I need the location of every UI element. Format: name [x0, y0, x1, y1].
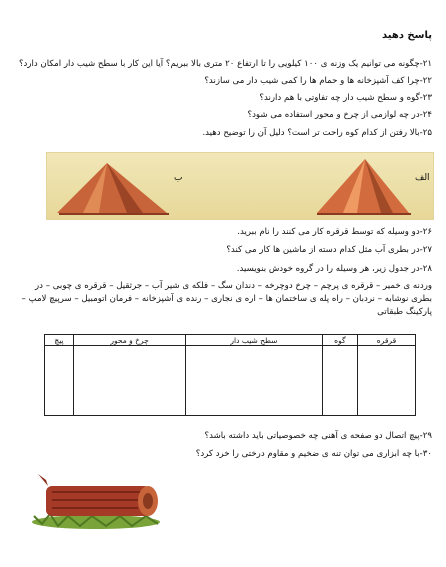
mountains-figure: [46, 152, 434, 220]
question-24: ۲۴-در چه لوازمی از چرخ و محور استفاده می شود؟: [247, 110, 432, 120]
question-27: ۲۷-در بطری آب مثل کدام دسته از ماشین ها کار می کند؟: [226, 245, 432, 255]
tree-log-image: [28, 466, 164, 532]
question-21: ۲۱-چگونه می توانیم یک وزنه ی ۱۰۰ کیلویی را تا ارتفاع ۲۰ متری بالا ببریم؟ آیا این کار با سطح شیب دار امکان دارد؟: [18, 59, 432, 69]
question-22: ۲۲-چرا کف آشپزخانه ها و حمام ها را کمی شیب دار می سازند؟: [204, 76, 432, 86]
mountain-steep-image: [317, 159, 411, 214]
question-28: ۲۸-در جدول زیر، هر وسیله را در گروه خودش بنویسید.: [236, 264, 432, 274]
table-answer-cell[interactable]: [186, 346, 323, 416]
table-header-row: [45, 335, 416, 346]
table-header-cell: گوه: [322, 335, 357, 346]
table-header-cell: پیچ: [45, 335, 74, 346]
mountains-figure-art: [47, 153, 433, 219]
table-row: [45, 346, 416, 416]
heading: پاسخ دهید: [382, 30, 432, 41]
table-answer-cell[interactable]: [322, 346, 357, 416]
question-23: ۲۳-گوه و سطح شیب دار چه تفاوتی با هم دارند؟: [259, 93, 432, 103]
figure-label-b: ب: [174, 173, 183, 183]
figure-label-a: الف: [415, 173, 430, 183]
classification-table: [44, 334, 416, 416]
table-answer-cell[interactable]: [357, 346, 415, 416]
question-25: ۲۵-بالا رفتن از کدام کوه راحت تر است؟ دلیل آن را توضیح دهید.: [202, 128, 432, 138]
table-answer-cell[interactable]: [45, 346, 74, 416]
table-header-cell: قرقره: [357, 335, 415, 346]
table-header-cell: چرخ و محور: [74, 335, 186, 346]
mountain-gentle-image: [57, 163, 169, 214]
question-26: ۲۶-دو وسیله که توسط قرقره کار می کنند را نام ببرید.: [237, 227, 432, 237]
table-answer-cell[interactable]: [74, 346, 186, 416]
question-30: ۳۰-با چه ابزاری می توان تنه ی ضخیم و مقاوم درختی را خرد کرد؟: [195, 449, 432, 459]
table-header-cell: سطح شیب دار: [186, 335, 323, 346]
items-paragraph: وردنه ی خمیر – قرقره ی پرچم – چرخ دوچرخه – دندان سگ – فلکه ی شیر آب – جرثقیل – قرقره ی چوبی – در بطری نوشابه – نردبان – راه پله ی ساختمان ها – اره ی نجاری – رنده ی آشپزخانه – فرمان اتومبیل – سرپیچ لامپ – پارکینگ طبقاتی: [21, 281, 432, 317]
tree-log-figure: [28, 466, 164, 532]
question-29: ۲۹-پیچ اتصال دو صفحه ی آهنی چه خصوصیاتی باید داشته باشد؟: [204, 431, 432, 441]
